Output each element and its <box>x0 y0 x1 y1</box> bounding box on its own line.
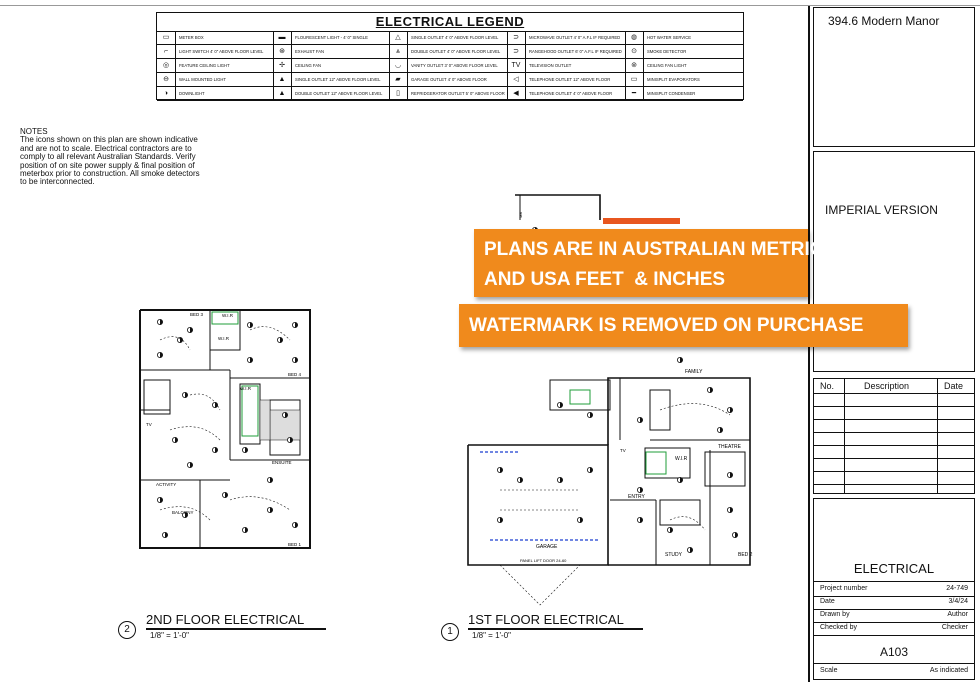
legend-item-label: TELEVISION OUTLET <box>529 63 572 68</box>
revision-row-line <box>814 471 974 472</box>
watermark-banner-text: WATERMARK IS REMOVED ON PURCHASE <box>469 315 864 336</box>
legend-item-label: MICROWAVE OUTLET 4' 0" A.F.L IF REQUIRED <box>529 35 621 40</box>
telephone-outlet-4ft-icon: ◀ <box>507 87 526 100</box>
view-number-1: 1 <box>441 623 459 641</box>
plan-outer-wall <box>515 195 600 220</box>
revision-header-no: No. <box>820 381 835 391</box>
legend-item-label: FLOURESCENT LIGHT - 4' 0" SINGLE <box>295 35 368 40</box>
legend-item-label: SINGLE OUTLET 4' 0" ABOVE FLOOR LEVEL <box>411 35 499 40</box>
revision-row-line <box>814 406 974 407</box>
revision-row-line <box>814 419 974 420</box>
meter-box-icon: ▭ <box>157 31 176 44</box>
panel-door-label: PANEL LIFT DOOR 24-60 <box>520 558 567 563</box>
tv-label: TV <box>620 448 626 453</box>
notes-title: NOTES <box>20 127 48 136</box>
revision-header-description: Description <box>864 381 910 391</box>
wall-mounted-light-icon: ⊖ <box>157 73 176 86</box>
single-outlet-icon: ▲ <box>273 73 292 86</box>
room-label-wir2: W.I.R <box>218 336 229 341</box>
sheet-field-divider <box>814 635 974 636</box>
minisplit-condenser-icon: ━ <box>625 87 644 100</box>
legend-item-label: FEATURE CEILING LIGHT <box>179 63 230 68</box>
room-label-ensuite: ENSUITE <box>272 460 292 465</box>
laundry <box>660 500 700 525</box>
project-name: 394.6 Modern Manor <box>828 14 940 28</box>
scale-label: Scale <box>820 667 838 674</box>
view-title-underline <box>468 628 643 630</box>
sheet-field-label: Date <box>820 598 835 605</box>
vanity-outlet-icon: ◡ <box>389 59 408 72</box>
elevation-mark: MB <box>518 212 523 218</box>
sheet-divider <box>814 663 974 664</box>
room-label-activity: ACTIVITY <box>156 482 177 487</box>
room-label-balcony: BALCONY <box>172 510 194 515</box>
legend-item-label: GARAGE OUTLET 4' 0" ABOVE FLOOR <box>411 77 487 82</box>
sheet-field-divider <box>814 609 974 610</box>
legend-item-label: TELEPHONE OUTLET 4' 0" ABOVE FLOOR <box>529 91 613 96</box>
sheet-top-border <box>0 5 980 6</box>
revision-row-line <box>814 484 974 485</box>
plan-outer-wall <box>608 378 750 565</box>
legend-item-label: SMOKE DETECTOR <box>647 49 687 54</box>
refrigerator-outlet-icon: ▯ <box>389 87 408 100</box>
downlight-icon: ◑ <box>157 87 176 100</box>
microwave-outlet-icon: ⊃ <box>507 31 526 44</box>
legend-item-label: TELEPHONE OUTLET 12" ABOVE FLOOR <box>529 77 611 82</box>
green-marker <box>570 390 590 404</box>
room-label-theatre: THEATRE <box>718 444 741 450</box>
view-title-1st-floor: 1ST FLOOR ELECTRICAL <box>468 612 624 627</box>
revision-header-date: Date <box>944 381 964 391</box>
room-label-bed1: BED 1 <box>288 542 302 547</box>
room-label-wir: W.I.R <box>675 456 688 462</box>
sheet-field-label: Checked by <box>820 624 857 631</box>
green-marker <box>646 452 666 474</box>
view-title-underline <box>146 628 326 630</box>
sheet-info-box <box>813 498 975 680</box>
legend-item-label: LIGHT SWITCH 4' 0" ABOVE FLOOR LEVEL <box>179 49 264 54</box>
smoke-detector-icon: ⊙ <box>625 45 644 58</box>
view-number-2: 2 <box>118 621 136 639</box>
revision-row-line <box>814 445 974 446</box>
legend-item-label: EXHAUST FAN <box>295 49 325 54</box>
wiring-run <box>500 565 580 605</box>
green-marker <box>242 386 258 436</box>
hot-water-service-icon: ◍ <box>625 31 644 44</box>
metric-banner-line1: PLANS ARE IN AUSTRALIAN METRIC <box>484 239 824 260</box>
room-label-bed2: BED 2 <box>738 552 753 558</box>
room-label-study: STUDY <box>665 552 682 558</box>
revision-table <box>813 378 975 494</box>
rangehood-outlet-icon: ⊃ <box>507 45 526 58</box>
stair <box>144 380 170 414</box>
wiring-run <box>230 497 290 510</box>
television-outlet-icon: TV <box>507 59 526 72</box>
garage-outlet-icon: ▰ <box>389 73 408 86</box>
legend-item-label: CEILING FAN <box>295 63 322 68</box>
legend-item-label: HOT WATER SERVICE <box>647 35 692 40</box>
legend-item-label: VANITY OUTLET 3' 0" ABOVE FLOOR LEVEL <box>411 63 498 68</box>
wiring-run <box>250 327 290 340</box>
view-title-2nd-floor: 2ND FLOOR ELECTRICAL <box>146 612 305 627</box>
room-label-garage: GARAGE <box>536 544 558 550</box>
legend-item-label: CEILING FAN LIGHT <box>647 63 687 68</box>
second-floor-plan <box>130 300 320 560</box>
legend-item-label: WALL MOUNTED LIGHT <box>179 77 226 82</box>
sheet-field-divider <box>814 596 974 597</box>
revision-row-line <box>814 432 974 433</box>
view-scale-1st-floor: 1/8" = 1'-0" <box>472 631 512 640</box>
metric-banner-line2: AND USA FEET & INCHES <box>484 269 726 290</box>
legend-item-label: METER BOX <box>179 35 204 40</box>
bathroom <box>705 452 745 486</box>
double-outlet-icon: ▲ <box>273 87 292 100</box>
sheet-field-label: Drawn by <box>820 611 850 618</box>
version-label: IMPERIAL VERSION <box>825 203 938 217</box>
metric-banner <box>474 229 824 297</box>
room-label-wir3: W.I.R <box>240 386 251 391</box>
fluorescent-light-icon: ▬ <box>273 31 292 44</box>
legend-row-divider <box>157 100 743 101</box>
light-switch-icon: ⌐ <box>157 45 176 58</box>
banner-top-strip <box>603 218 680 224</box>
room-label-family: FAMILY <box>685 369 703 375</box>
electrical-legend <box>156 12 744 100</box>
sheet-field-value: 24-749 <box>946 585 968 592</box>
notes-block <box>20 128 200 187</box>
wiring-run <box>160 337 190 350</box>
sheet-number: A103 <box>879 645 909 659</box>
legend-item-label: DOUBLE OUTLET 4' 0" ABOVE FLOOR LEVEL <box>411 49 501 54</box>
sheet-field-label: Project number <box>820 585 868 592</box>
legend-item-label: RANGEHOOD OUTLET 6' 0" A.F.L IF REQUIRED <box>529 49 622 54</box>
legend-item-label: DOUBLE OUTLET 12" ABOVE FLOOR LEVEL <box>295 91 383 96</box>
revision-row-line <box>814 393 974 394</box>
sheet-field-divider <box>814 622 974 623</box>
project-name-box <box>813 7 975 147</box>
exhaust-fan-icon: ⊛ <box>273 45 292 58</box>
legend-item-label: MINISPLIT EVAPORATORS <box>647 77 700 82</box>
legend-item-label: SINGLE OUTLET 12" ABOVE FLOOR LEVEL <box>295 77 381 82</box>
room-label-wir1: W.I.R <box>222 313 233 318</box>
feature-ceiling-light-icon: ◎ <box>157 59 176 72</box>
sheet-title: ELECTRICAL <box>853 561 935 576</box>
room-label-bed4: BED 4 <box>288 372 302 377</box>
revision-col-divider <box>937 379 938 493</box>
sheet-field-value: 3/4/24 <box>948 598 968 605</box>
watermark-banner <box>459 304 908 347</box>
single-outlet-4ft-icon: △ <box>389 31 408 44</box>
legend-title: ELECTRICAL LEGEND <box>157 13 743 32</box>
legend-item-label: DOWNLIGHT <box>179 91 205 96</box>
tiled-floor <box>260 400 270 440</box>
revision-row-line <box>814 458 974 459</box>
sheet-field-value: Author <box>947 611 968 618</box>
double-outlet-4ft-icon: ⩓ <box>389 45 408 58</box>
ceiling-fan-icon: ✢ <box>273 59 292 72</box>
revision-col-divider <box>844 379 845 493</box>
sheet-field-value: Checker <box>941 624 968 631</box>
notes-body: The icons shown on this plan are shown indicative and are not to scale. Electrical contractors are to comply to all relevant Australian Standards. Verify position of on site power supply & final position of meterbox prior to construction. All smoke detectors to be interconnected. <box>20 135 200 187</box>
legend-item-label: REFRIDGERATOR OUTLET 5' 0" ABOVE FLOOR <box>411 91 505 96</box>
telephone-outlet-icon: ◁ <box>507 73 526 86</box>
legend-item-label: MINISPLIT CONDENSER <box>647 91 696 96</box>
wir-closet <box>240 384 260 444</box>
wiring-run <box>170 427 220 440</box>
tv-label: TV <box>146 422 152 427</box>
sheet-divider <box>814 581 974 582</box>
scale-value: As indicated <box>929 667 968 674</box>
room-label-bed3: BED 3 <box>190 312 204 317</box>
ceiling-fan-light-icon: ⊚ <box>625 59 644 72</box>
room-label-entry: ENTRY <box>628 494 645 500</box>
minisplit-evaporators-icon: ▭ <box>625 73 644 86</box>
view-scale-2nd-floor: 1/8" = 1'-0" <box>150 631 190 640</box>
